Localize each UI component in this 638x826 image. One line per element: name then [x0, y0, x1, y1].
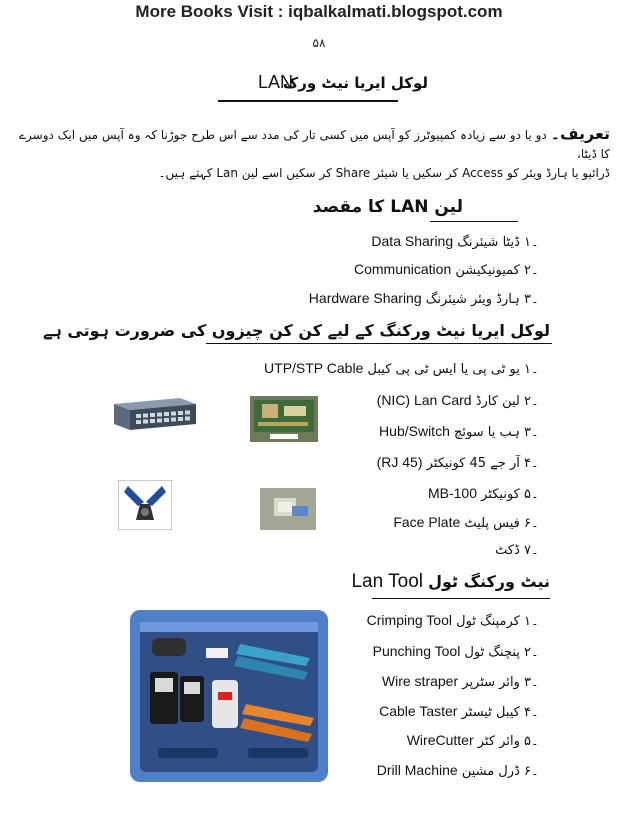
- tool-item-urdu: کرمپنگ ٹول: [456, 614, 520, 629]
- requirement-item-urdu: ڈکٹ: [495, 543, 520, 558]
- requirement-item: [264, 360, 550, 377]
- purpose-item-number: ۳۔: [524, 292, 539, 307]
- tool-item-english: Punching Tool: [372, 643, 461, 659]
- tool-item-number: ۶۔: [524, 764, 539, 779]
- requirement-item-number: ۶۔: [524, 516, 539, 531]
- tool-item: [379, 703, 550, 720]
- tool-item: [373, 643, 550, 660]
- requirements-underline: [206, 343, 552, 344]
- tool-item-english: Wire straper: [381, 673, 459, 689]
- purpose-underline: [430, 221, 518, 222]
- tool-item-number: ۲۔: [524, 645, 539, 660]
- tools-underline: [372, 598, 550, 599]
- banner: More Books Visit : iqbalkalmati.blogspot.com: [135, 2, 503, 21]
- requirements-heading: لوکل ایریا نیٹ ورکنگ کے لیے کن کن چیزوں کی ضرورت ہوتی ہے: [43, 321, 550, 340]
- definition-lead: تعریف۔: [550, 124, 610, 143]
- tools-heading-english: Lan Tool: [351, 571, 423, 592]
- tool-item-english: Crimping Tool: [366, 612, 452, 628]
- title-underline: [218, 100, 398, 102]
- requirement-item-english: Face Plate: [393, 514, 461, 530]
- requirement-item-urdu: یو ٹی پی یا ایس ٹی پی کیبل: [367, 362, 520, 377]
- purpose-item-english: Communication: [353, 261, 452, 277]
- requirement-item-urdu: لین کارڈ: [475, 394, 520, 409]
- network-switch-image: [110, 396, 200, 434]
- page-title: [258, 72, 428, 93]
- requirement-item-english: Hub/Switch: [379, 423, 450, 439]
- tool-item-number: ۱۔: [524, 614, 539, 629]
- crimping-tool-image: [118, 480, 172, 530]
- purpose-item-english: Hardware Sharing: [308, 290, 422, 306]
- purpose-item-number: ۲۔: [524, 263, 539, 278]
- purpose-item-urdu: کمیونیکیشن: [455, 263, 520, 278]
- requirement-item-english: (NIC) Lan Card: [376, 392, 472, 408]
- requirement-item: [428, 485, 550, 502]
- page-title-english: LAN: [258, 72, 294, 92]
- purpose-item-english: Data Sharing: [371, 233, 454, 249]
- face-plate-image: [260, 488, 316, 530]
- purpose-item: [309, 290, 550, 307]
- requirement-item-urdu: ہب یا سوئچ: [454, 425, 520, 440]
- requirement-item-number: ۲۔: [524, 394, 539, 409]
- tools-heading-urdu: نیٹ ورکنگ ٹول: [428, 572, 550, 591]
- tool-item: [367, 612, 550, 629]
- tool-item-urdu: وائر سٹرپر: [462, 675, 520, 690]
- purpose-heading: لین LAN کا مقصد: [312, 197, 463, 217]
- requirement-item-urdu: فیس پلیٹ: [464, 516, 520, 531]
- tool-item: [377, 762, 550, 779]
- tool-item-number: ۳۔: [524, 675, 539, 690]
- requirement-item-number: ۳۔: [524, 425, 539, 440]
- purpose-item: [371, 233, 550, 250]
- page-title-urdu: لوکل ایریا نیٹ ورک: [282, 74, 428, 92]
- tool-item-number: ۵۔: [524, 734, 539, 749]
- page-number: ۵۸: [312, 36, 326, 50]
- tool-item-english: Cable Taster: [379, 703, 458, 719]
- requirement-item-urdu: کونیکٹر: [481, 487, 520, 502]
- requirement-item-english: (RJ 45): [376, 454, 423, 470]
- purpose-item-urdu: ڈیٹا شیئرنگ: [457, 235, 520, 250]
- requirement-item: [495, 543, 550, 558]
- purpose-item: [354, 261, 550, 278]
- requirement-item-number: ۴۔: [524, 456, 539, 471]
- tool-item-urdu: وائر کٹر: [477, 734, 520, 749]
- tool-item-english: Drill Machine: [376, 762, 458, 778]
- tool-item-urdu: پنچنگ ٹول: [464, 645, 520, 660]
- definition-line-1-text: دو یا دو سے زیادہ کمپیوٹرز کو آپس میں کسی تار کی مدد سے اس طرح جوڑنا کہ وہ آپس میں ایک دوسرے کا ڈیٹا،: [18, 128, 610, 161]
- tool-item: [382, 673, 550, 690]
- tool-item: [407, 732, 550, 749]
- lan-card-image: [250, 396, 318, 442]
- requirement-item: [377, 454, 550, 471]
- requirement-item-number: ۵۔: [524, 487, 539, 502]
- requirement-item-english: MB-100: [427, 485, 477, 501]
- requirement-item-english: UTP/STP Cable: [264, 360, 364, 376]
- tool-item-urdu: ڈرل مشین: [461, 764, 520, 779]
- lan-toolkit-image: [128, 608, 330, 784]
- purpose-item-number: ۱۔: [524, 235, 539, 250]
- tool-item-number: ۴۔: [524, 705, 539, 720]
- requirement-item-urdu: آر جے 45 کونیکٹر: [426, 456, 520, 471]
- purpose-item-urdu: ہارڈ ویئر شیئرنگ: [425, 292, 520, 307]
- requirement-item: [379, 423, 550, 440]
- requirement-item: [393, 514, 550, 531]
- definition-paragraph: [15, 124, 610, 183]
- definition-line-2: ڈرائیو یا ہارڈ ویئر کو Access کر سکیں یا شیئر Share کر سکیں اسے لین Lan کہتے ہیں۔: [158, 166, 610, 180]
- tools-heading: [351, 571, 550, 593]
- requirement-item: [377, 392, 550, 409]
- tool-item-urdu: کیبل ٹیسٹر: [461, 705, 520, 720]
- requirement-item-number: ۷۔: [524, 543, 539, 558]
- definition-line-1: [15, 124, 610, 164]
- requirement-item-number: ۱۔: [524, 362, 539, 377]
- tool-item-english: WireCutter: [406, 732, 474, 748]
